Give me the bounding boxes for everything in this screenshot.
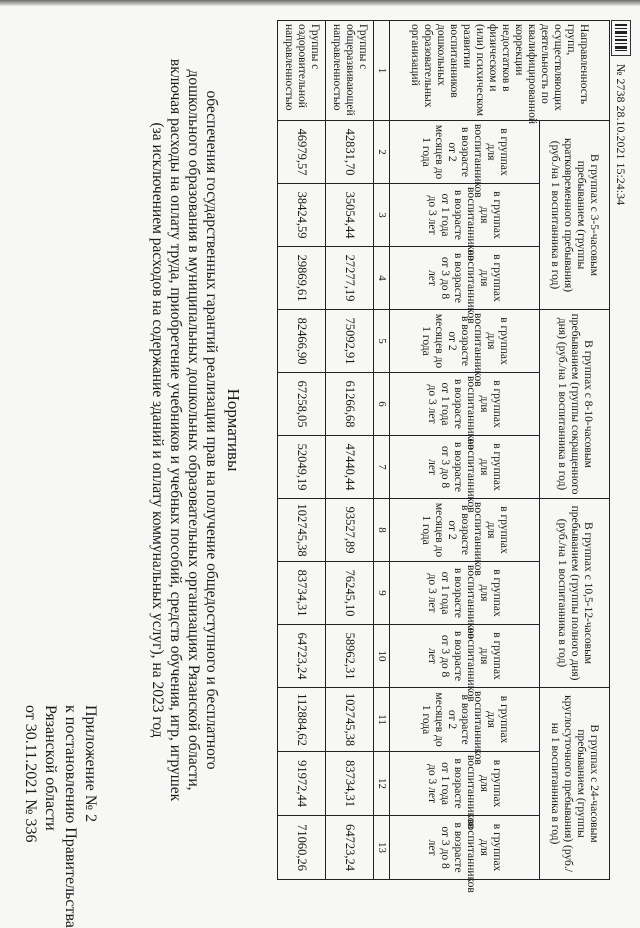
title-line-1: обеспечения государственных гарантий реализации прав на получение общедоступного и бесплатного <box>203 90 220 770</box>
index-cell: 10 <box>374 625 390 688</box>
norms-table <box>277 20 610 893</box>
header-group-reduced-day: В группах с 8-10-часовым пребыванием (группы сокращенного дня) (руб./на 1 воспитанника в год) <box>540 310 610 499</box>
value-cell: 64723,24 <box>278 625 326 688</box>
header-group-round-clock: В группах с 24-часовым пребыванием (группы круглосуточного пребывания) (руб./на 1 воспитанника в год) <box>540 688 610 880</box>
document-title <box>148 40 242 820</box>
value-cell: 27277,19 <box>326 247 374 310</box>
index-cell: 8 <box>374 499 390 562</box>
value-cell: 61266,68 <box>326 373 374 436</box>
index-cell: 5 <box>374 310 390 373</box>
value-cell: 35054,44 <box>326 184 374 247</box>
header-group-full-day: В группах с 10,5-12-часовым пребыванием (группы полного дня) (руб./на 1 воспитанника в год) <box>540 499 610 688</box>
index-cell: 12 <box>374 752 390 816</box>
index-row <box>374 21 390 880</box>
value-cell: 64723,24 <box>326 816 374 880</box>
index-cell: 13 <box>374 816 390 880</box>
document-footer <box>610 20 632 205</box>
index-cell: 7 <box>374 436 390 499</box>
index-cell: 6 <box>374 373 390 436</box>
subheader-age-toddler: в группах для воспитанников в возрасте от 1 года до 3 лет <box>390 184 540 247</box>
header-direction: Направленность групп, осуществляющих деятельность по квалифицированной коррекции недостатков в физическом и (или) психическом развитии воспитанников дошкольных образовательных организаций <box>390 21 610 121</box>
value-cell: 83734,31 <box>326 752 374 816</box>
value-cell: 112884,62 <box>278 688 326 752</box>
index-cell: 3 <box>374 184 390 247</box>
appendix-line-1: к постановлению Правительства <box>62 705 79 928</box>
value-cell: 91972,44 <box>278 752 326 816</box>
title-line-4: (за исключением расходов на содержание зданий и оплату коммунальных услуг), на 2023 год <box>149 122 166 738</box>
value-cell: 52049,19 <box>278 436 326 499</box>
subheader-age-toddler: в группах для воспитанников в возрасте от 1 года до 3 лет <box>390 562 540 625</box>
barcode-stamp-icon <box>611 20 631 56</box>
subheader-age-toddler: в группах для воспитанников в возрасте от 1 года до 3 лет <box>390 373 540 436</box>
subheader-age-infant: в группах для воспитанников в возрасте от 2 месяцев до 1 года <box>390 310 540 373</box>
index-cell: 2 <box>374 121 390 184</box>
subheader-age-preschool: в группах для воспитанников в возрасте от 3 до 8 лет <box>390 247 540 310</box>
value-cell: 46979,57 <box>278 121 326 184</box>
row-label-health: Группы с оздоровительной направленностью <box>278 21 326 121</box>
appendix-line-3: от 30.11.2021 № 336 <box>22 705 39 843</box>
value-cell: 102745,38 <box>278 499 326 562</box>
index-cell: 1 <box>374 21 390 121</box>
index-cell: 4 <box>374 247 390 310</box>
value-cell: 71060,26 <box>278 816 326 880</box>
subheader-age-preschool: в группах для воспитанников в возрасте от 3 до 8 лет <box>390 625 540 688</box>
value-cell: 38424,59 <box>278 184 326 247</box>
subheader-age-toddler: в группах для воспитанников в возрасте от 1 года до 3 лет <box>390 752 540 816</box>
document-reference: № 2738 28.10.2021 15:24:34 <box>614 64 629 206</box>
table-row <box>326 21 374 880</box>
subheader-age-preschool: в группах для воспитанников в возрасте от 3 до 8 лет <box>390 816 540 880</box>
subheader-age-infant: в группах для воспитанников в возрасте от 2 месяцев до 1 года <box>390 499 540 562</box>
value-cell: 29869,61 <box>278 247 326 310</box>
index-cell: 11 <box>374 688 390 752</box>
value-cell: 93527,89 <box>326 499 374 562</box>
value-cell: 67258,05 <box>278 373 326 436</box>
table-row <box>278 21 326 880</box>
subheader-age-infant: в группах для воспитанников в возрасте от 2 месяцев до 1 года <box>390 121 540 184</box>
title-line-3: включая расходы на оплату труда, приобретение учебников и учебных пособий, средств обучения, игр, игрушек <box>167 58 184 802</box>
appendix-header <box>20 705 100 928</box>
subheader-age-preschool: в группах для воспитанников в возрасте от 3 до 8 лет <box>390 436 540 499</box>
value-cell: 76245,10 <box>326 562 374 625</box>
value-cell: 47440,44 <box>326 436 374 499</box>
appendix-line-2: Рязанской области <box>42 705 59 831</box>
index-cell: 9 <box>374 562 390 625</box>
title-heading: Нормативы <box>224 388 243 472</box>
value-cell: 58962,31 <box>326 625 374 688</box>
row-label-general: Группы с общеразвивающей направленностью <box>326 21 374 121</box>
norms-table-wrapper <box>253 20 610 893</box>
value-cell: 102745,38 <box>326 688 374 752</box>
subheader-age-infant: в группах для воспитанников в возрасте от 2 месяцев до 1 года <box>390 688 540 752</box>
header-group-short-stay: В группах с 3-5-часовым пребыванием (группы кратковременного пребывания) (руб./на 1 воспитанника в год) <box>540 121 610 310</box>
value-cell: 42831,70 <box>326 121 374 184</box>
value-cell: 83734,31 <box>278 562 326 625</box>
value-cell: 75092,91 <box>326 310 374 373</box>
title-line-2: дошкольного образования в муниципальных дошкольных образовательных организациях Рязанской области, <box>185 69 202 791</box>
appendix-number: Приложение № 2 <box>82 705 99 823</box>
value-cell: 82466,90 <box>278 310 326 373</box>
